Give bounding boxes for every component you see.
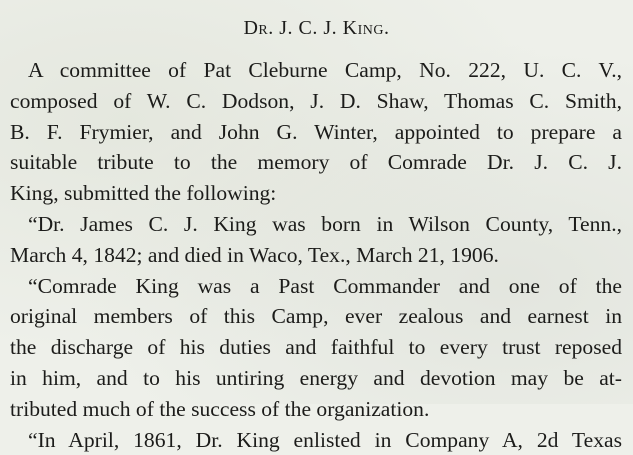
- text-line: in him, and to his untiring energy and devotion may be at-: [10, 365, 622, 390]
- article-body: [10, 55, 622, 455]
- text-line: composed of W. C. Dodson, J. D. Shaw, Thomas C. Smith,: [10, 88, 622, 113]
- text-line: the discharge of his duties and faithful to every trust reposed: [10, 335, 622, 360]
- text-line: suitable tribute to the memory of Comrade Dr. J. C. J.: [10, 150, 622, 175]
- text-line: “Dr. James C. J. King was born in Wilson County, Tenn.,: [28, 211, 622, 236]
- text-line: B. F. Frymier, and John G. Winter, appointed to prepare a: [10, 119, 622, 144]
- text-line: King, submitted the following:: [10, 181, 277, 206]
- text-line: “Comrade King was a Past Commander and one of the: [28, 273, 622, 298]
- article-title: Dr. J. C. J. King.: [243, 17, 390, 39]
- text-line: tributed much of the success of the organization.: [10, 396, 430, 421]
- text-line: A committee of Pat Cleburne Camp, No. 222, U. C. V.,: [28, 58, 622, 82]
- text-line: March 4, 1842; and died in Waco, Tex., March 21, 1906.: [10, 242, 499, 267]
- text-line: “In April, 1861, Dr. King enlisted in Company A, 2d Texas: [28, 427, 622, 452]
- text-line: original members of this Camp, ever zealous and earnest in: [10, 304, 622, 329]
